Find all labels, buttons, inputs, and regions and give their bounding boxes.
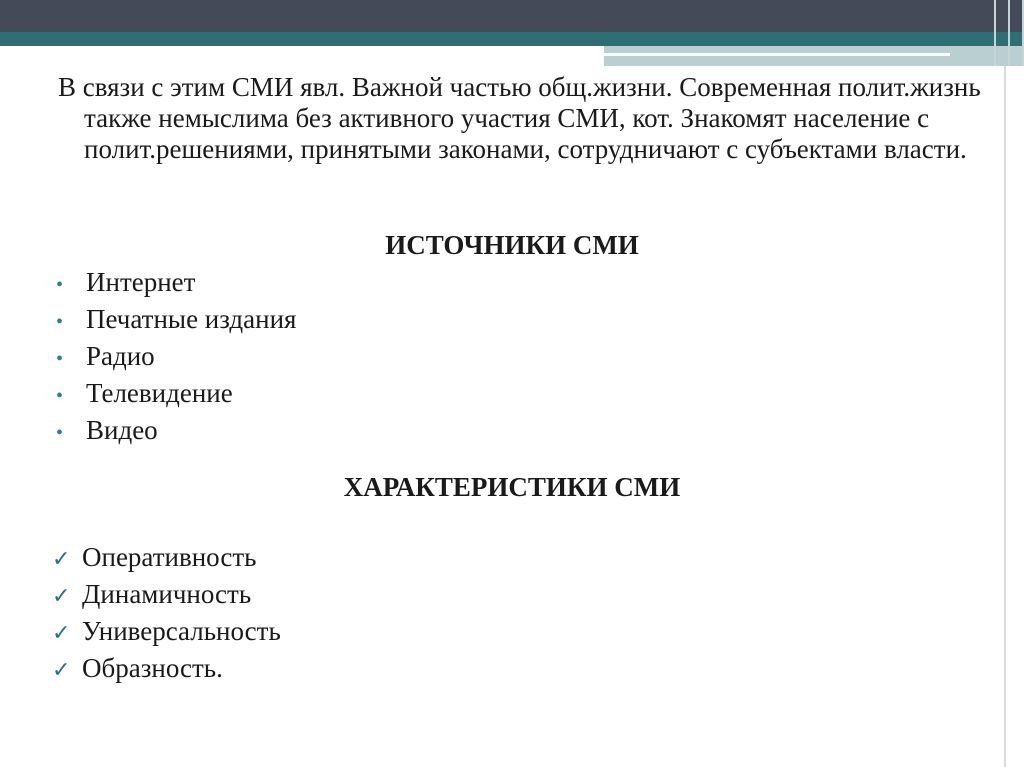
list-item <box>52 302 296 339</box>
header-bar-teal <box>0 32 1024 46</box>
bullet-dot-icon: • <box>56 348 64 370</box>
list-item <box>52 339 296 376</box>
bullet-dot-icon: • <box>56 385 64 407</box>
list-item-label: Телевидение <box>86 378 233 408</box>
checkmark-icon: ✓ <box>52 584 71 609</box>
checkmark-icon: ✓ <box>52 547 71 572</box>
intro-paragraph: В связи с этим СМИ явл. Важной частью общ.жизни. Современная полит.жизнь также немыслима без активного участия СМИ, кот. Знакомят население с полит.решениями, принятыми законами, сотрудничают с субъектами власти. <box>58 72 981 164</box>
bullet-dot-icon: • <box>56 311 64 333</box>
sources-heading: ИСТОЧНИКИ СМИ <box>385 230 639 260</box>
checkmark-icon: ✓ <box>52 658 71 683</box>
header-accent-line <box>604 53 950 56</box>
list-item <box>52 265 296 302</box>
list-item-label: Радио <box>86 341 155 371</box>
header-stripe <box>994 0 996 66</box>
list-item-label: Образность. <box>82 653 223 683</box>
checkmark-icon: ✓ <box>52 621 71 646</box>
list-item-label: Универсальность <box>82 616 281 646</box>
header-stripes <box>994 0 1024 66</box>
list-item <box>52 651 281 688</box>
header-stripe <box>1008 0 1010 66</box>
bullet-dot-icon: • <box>56 422 64 444</box>
list-item-label: Печатные издания <box>86 304 297 334</box>
characteristics-list <box>52 540 281 688</box>
header-bar-dark <box>0 0 1024 32</box>
list-item-label: Оперативность <box>82 542 257 572</box>
bullet-dot-icon: • <box>56 274 64 296</box>
list-item-label: Динамичность <box>82 579 252 609</box>
list-item-label: Интернет <box>86 267 196 297</box>
list-item <box>52 413 296 450</box>
list-item <box>52 614 281 651</box>
list-item <box>52 376 296 413</box>
header-bar-accent <box>604 46 1024 66</box>
list-item <box>52 577 281 614</box>
list-item-label: Видео <box>86 415 158 445</box>
characteristics-heading: ХАРАКТЕРИСТИКИ СМИ <box>343 472 681 502</box>
sources-list <box>52 265 296 450</box>
right-edge-line <box>1004 66 1006 767</box>
list-item <box>52 540 281 577</box>
